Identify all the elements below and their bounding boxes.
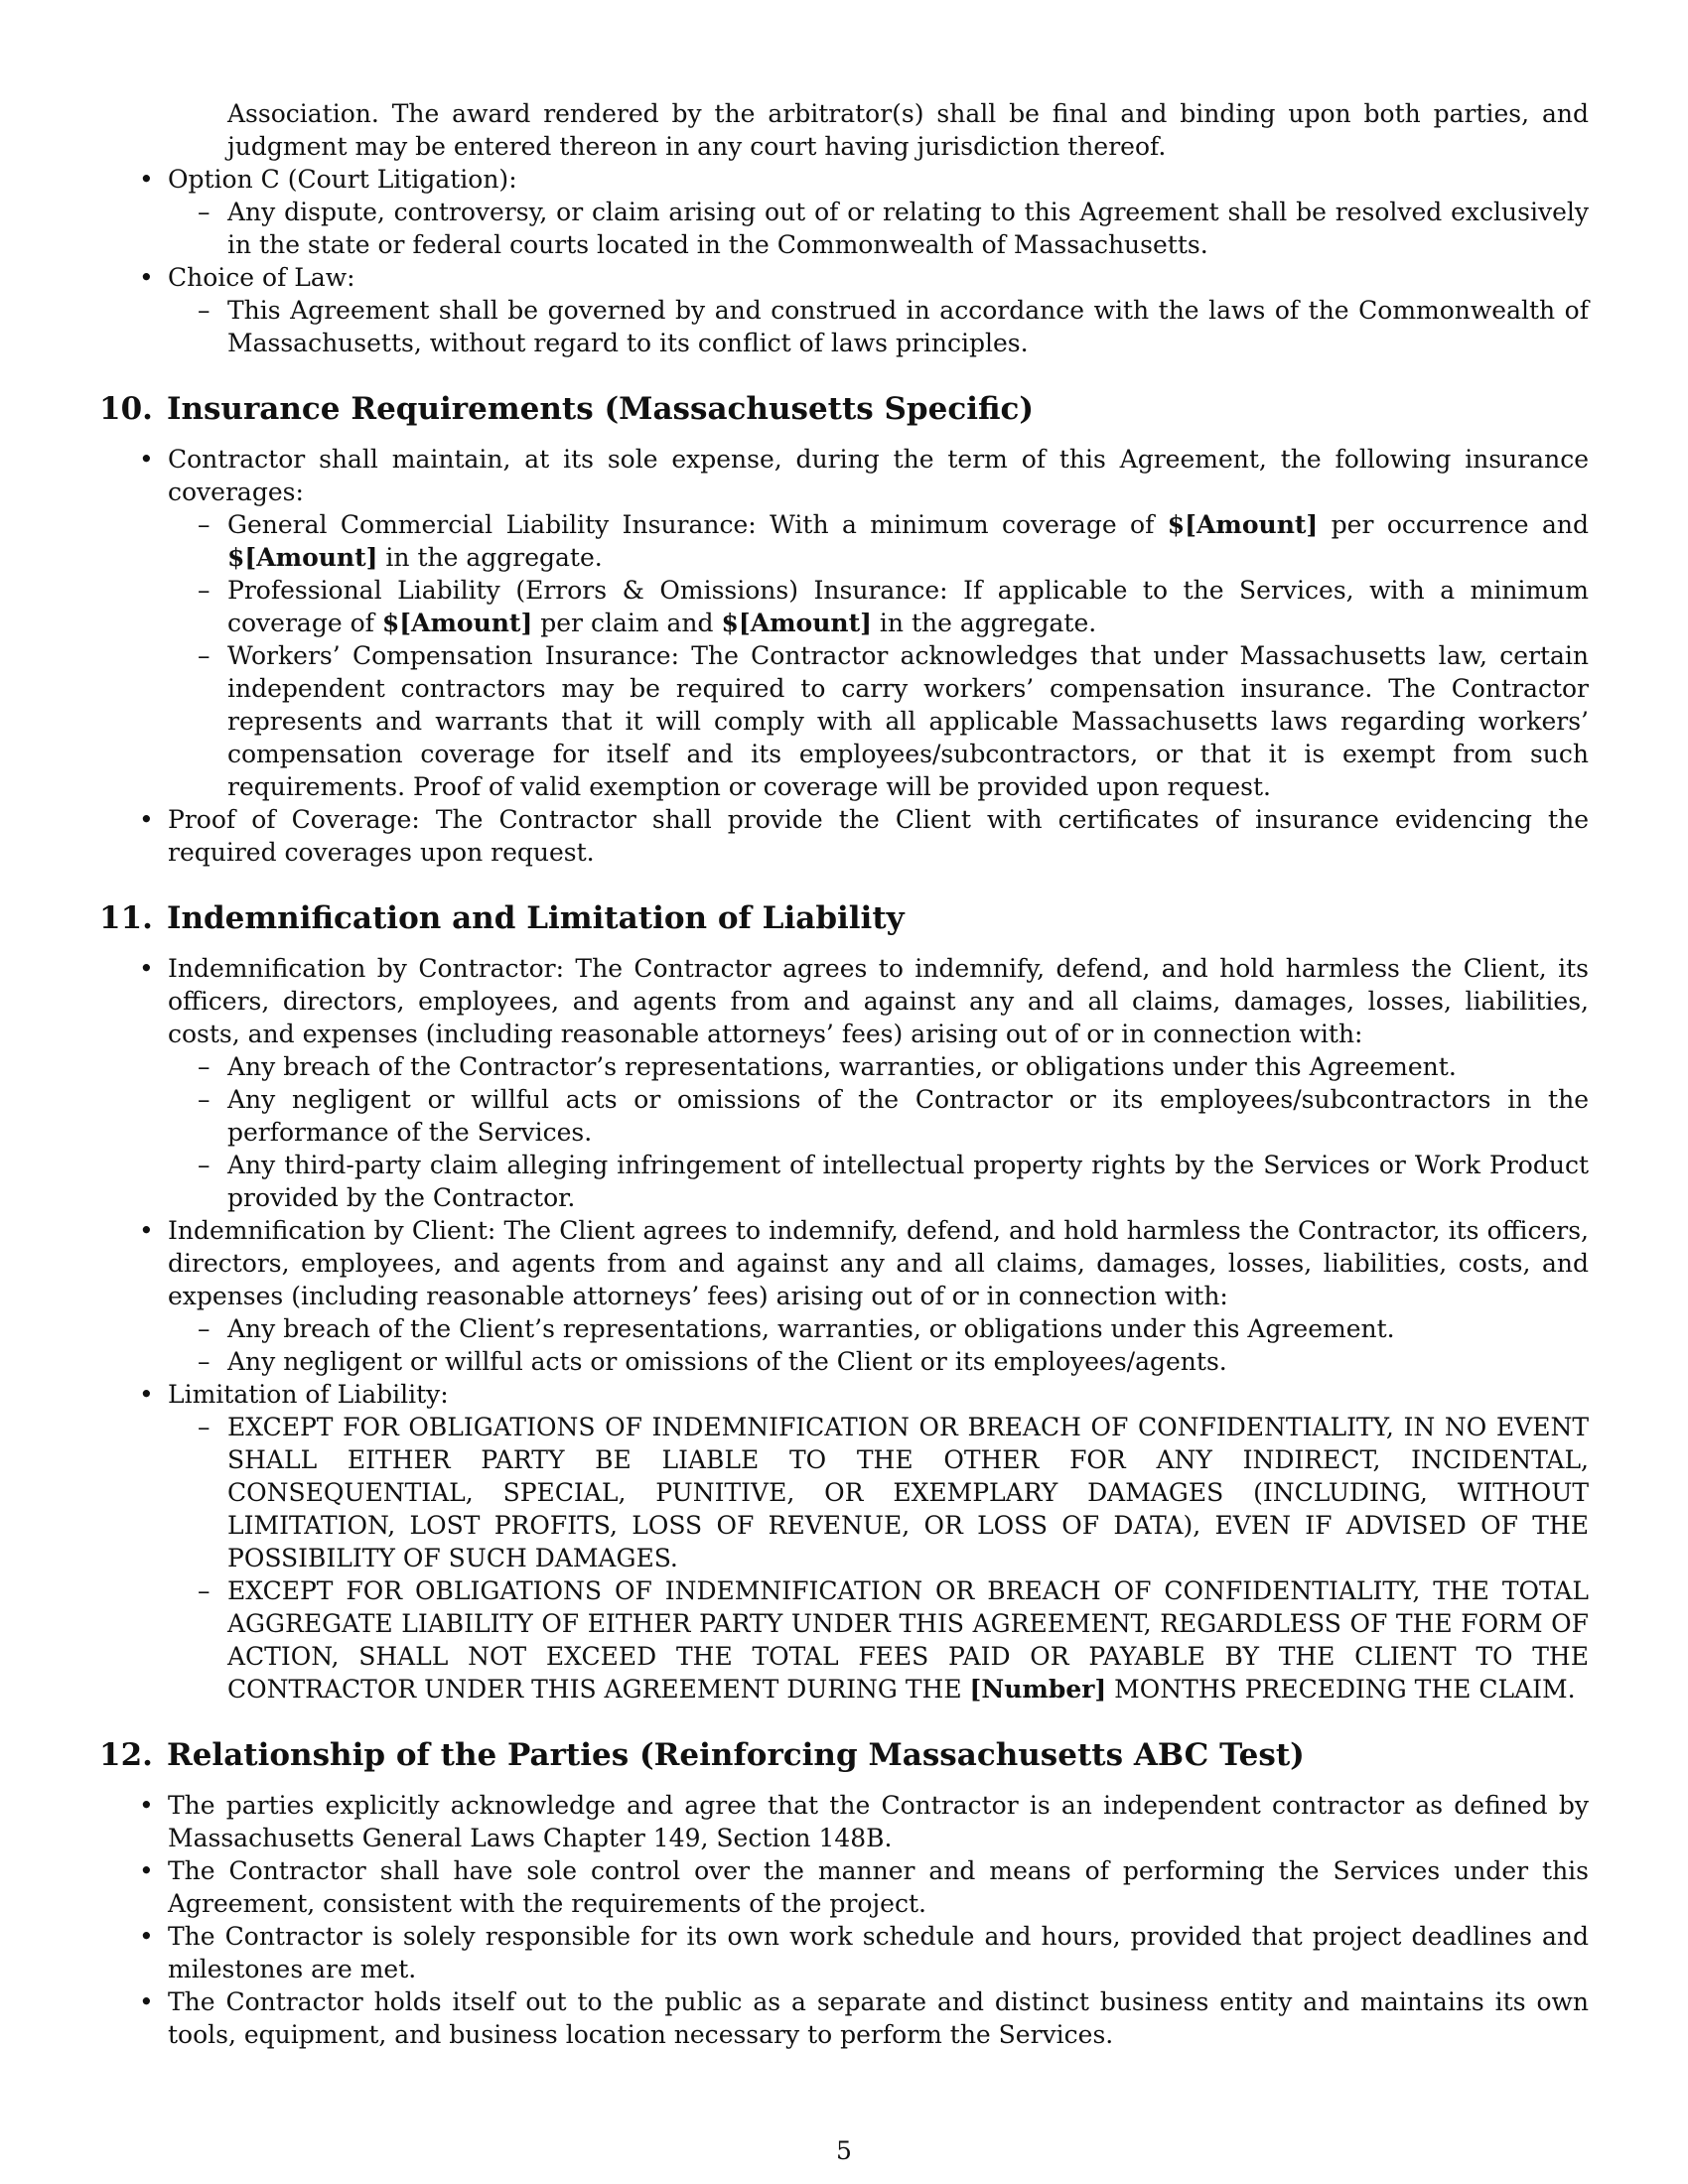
limitation-items — [168, 1411, 1589, 1706]
arbitration-continuation: Association. The award rendered by the arbitrator(s) shall be final and binding upon both parties, and judgment may be entered thereon in any court having jurisdiction thereof. — [227, 99, 1589, 161]
option-c-label: Option C (Court Litigation): — [168, 165, 517, 194]
amount-placeholder: $[Amount] — [381, 609, 533, 637]
list-item — [99, 952, 1589, 1214]
insurance-intro: Contractor shall maintain, at its sole expense, during the term of this Agreement, the following insurance coverages: — [168, 445, 1589, 506]
option-c-sublist — [168, 196, 1589, 261]
text: Professional Liability (Errors & Omissions) Insurance: If applicable to the Services, with a minimum coverage of — [227, 576, 1589, 637]
section-title: Insurance Requirements (Massachusetts Specific) — [166, 391, 1035, 427]
choice-of-law-sublist — [168, 294, 1589, 359]
section-number: 12. — [99, 1737, 153, 1773]
indemnification-list — [99, 952, 1589, 1706]
workers-comp-item: – Workers’ Compensation Insurance: The Contractor acknowledges that under Massachusetts law, certain independent contractors may be required to carry workers’ compensation insurance. The Contractor represents and warrants that it will comply with all applicable Massachusetts laws regarding workers’ compensation coverage for itself and its employees/subcontractors, or that it is exempt from such requirements. Proof of valid exemption or coverage will be provided upon request. — [168, 639, 1589, 803]
text: in the aggregate. — [871, 609, 1097, 637]
list-item: • The Contractor is solely responsible for its own work schedule and hours, provided that project deadlines and milestones are met. — [99, 1920, 1589, 1985]
limitation-clause-2 — [168, 1574, 1589, 1706]
text: per occurrence and — [1318, 510, 1589, 539]
section-11-heading — [99, 898, 1589, 938]
list-item: – Any negligent or willful acts or omissions of the Contractor or its employees/subcontractors in the performance of the Services. — [168, 1083, 1589, 1149]
list-item — [99, 1214, 1589, 1378]
page-number: 5 — [836, 2136, 852, 2165]
professional-liability-item — [168, 574, 1589, 639]
section-title: Indemnification and Limitation of Liability — [166, 900, 905, 936]
section-12-heading — [99, 1735, 1589, 1775]
list-item: – Any negligent or willful acts or omissions of the Client or its employees/agents. — [168, 1345, 1589, 1378]
amount-placeholder: $[Amount] — [1167, 510, 1319, 539]
document-page — [99, 97, 1589, 2051]
text: in the aggregate. — [377, 543, 603, 572]
list-item-option-c — [99, 163, 1589, 261]
section-10-heading — [99, 389, 1589, 429]
list-item: – Any breach of the Contractor’s representations, warranties, or obligations under this Agreement. — [168, 1050, 1589, 1083]
choice-of-law-label: Choice of Law: — [168, 263, 355, 292]
text: per claim and — [532, 609, 722, 637]
list-item: • The Contractor shall have sole control over the manner and means of performing the Services under this Agreement, consistent with the requirements of the project. — [99, 1854, 1589, 1920]
option-c-text: – Any dispute, controversy, or claim arising out of or relating to this Agreement shall be resolved exclusively in the state or federal courts located in the Commonwealth of Massachusetts. — [168, 196, 1589, 261]
limitation-clause-1: – EXCEPT FOR OBLIGATIONS OF INDEMNIFICATION OR BREACH OF CONFIDENTIALITY, IN NO EVENT SHALL EITHER PARTY BE LIABLE TO THE OTHER FOR ANY INDIRECT, INCIDENTAL, CONSEQUENTIAL, SPECIAL, PUNITIVE, OR EXEMPLARY DAMAGES (INCLUDING, WITHOUT LIMITATION, LOST PROFITS, LOSS OF REVENUE, OR LOSS OF DATA), EVEN IF ADVISED OF THE POSSIBILITY OF SUCH DAMAGES. — [168, 1411, 1589, 1574]
insurance-coverages — [168, 508, 1589, 803]
insurance-list — [99, 443, 1589, 869]
relationship-list — [99, 1789, 1589, 2051]
list-item: • The Contractor holds itself out to the public as a separate and distinct business entity and maintains its own tools, equipment, and business location necessary to perform the Services. — [99, 1985, 1589, 2051]
text: EXCEPT FOR OBLIGATIONS OF INDEMNIFICATION OR BREACH OF CONFIDENTIALITY, THE TOTAL AGGREGATE LIABILITY OF EITHER PARTY UNDER THIS AGREEMENT, REGARDLESS OF THE FORM OF ACTION, SHALL NOT EXCEED THE TOTAL FEES PAID OR PAYABLE BY THE CLIENT TO THE CONTRACTOR UNDER THIS AGREEMENT DURING THE — [227, 1576, 1589, 1704]
limitation-label: Limitation of Liability: — [168, 1380, 449, 1409]
amount-placeholder: $[Amount] — [721, 609, 872, 637]
dispute-options-list — [99, 163, 1589, 359]
amount-placeholder: $[Amount] — [227, 543, 378, 572]
section-number: 10. — [99, 391, 153, 427]
section-number: 11. — [99, 900, 153, 936]
general-liability-item — [168, 508, 1589, 574]
client-items — [168, 1312, 1589, 1378]
list-item: – Any third-party claim alleging infringement of intellectual property rights by the Services or Work Product provided by the Contractor. — [168, 1149, 1589, 1214]
list-item: – Any breach of the Client’s representations, warranties, or obligations under this Agreement. — [168, 1312, 1589, 1345]
proof-of-coverage-item: • Proof of Coverage: The Contractor shall provide the Client with certificates of insurance evidencing the required coverages upon request. — [99, 803, 1589, 869]
list-item: • The parties explicitly acknowledge and agree that the Contractor is an independent contractor as defined by Massachusetts General Laws Chapter 149, Section 148B. — [99, 1789, 1589, 1854]
list-item — [99, 443, 1589, 803]
indemnification-by-contractor: Indemnification by Contractor: The Contractor agrees to indemnify, defend, and hold harmless the Client, its officers, directors, employees, and agents from and against any and all claims, damages, losses, liabilities, costs, and expenses (including reasonable attorneys’ fees) arising out of or in connection with: — [168, 954, 1589, 1048]
indemnification-by-client: Indemnification by Client: The Client agrees to indemnify, defend, and hold harmless the Contractor, its officers, directors, employees, and agents from and against any and all claims, damages, losses, liabilities, costs, and expenses (including reasonable attorneys’ fees) arising out of or in connection with: — [168, 1216, 1589, 1310]
number-placeholder: [Number] — [969, 1675, 1107, 1704]
text: MONTHS PRECEDING THE CLAIM. — [1106, 1675, 1576, 1704]
text: General Commercial Liability Insurance: With a minimum coverage of — [227, 510, 1168, 539]
contractor-items — [168, 1050, 1589, 1214]
section-title: Relationship of the Parties (Reinforcing Massachusetts ABC Test) — [166, 1737, 1305, 1773]
list-item — [99, 1378, 1589, 1706]
list-item-choice-of-law — [99, 261, 1589, 359]
choice-of-law-text: – This Agreement shall be governed by and construed in accordance with the laws of the Commonwealth of Massachusetts, without regard to its conflict of laws principles. — [168, 294, 1589, 359]
